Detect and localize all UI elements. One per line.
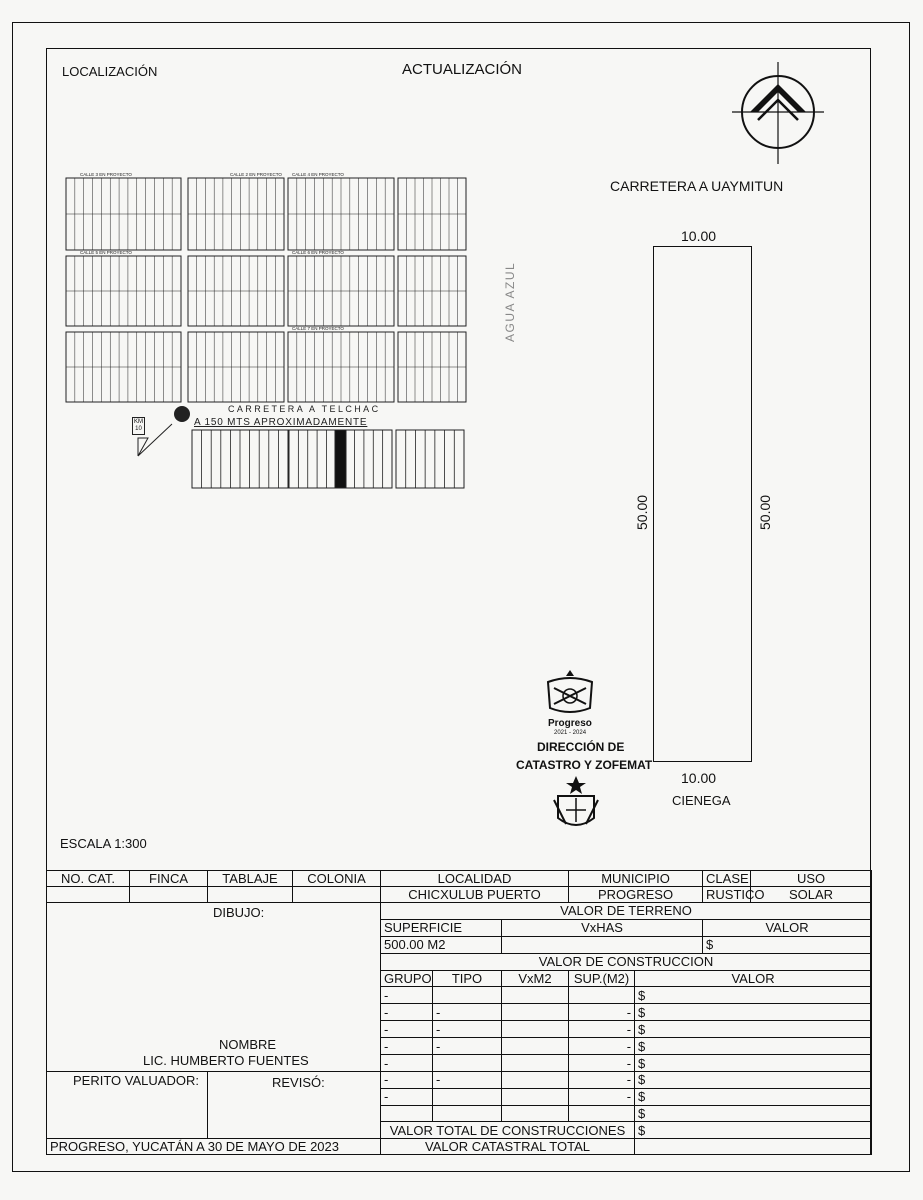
lot-left-dimension: 50.00 (634, 494, 650, 530)
localizacion-label: LOCALIZACIÓN (62, 64, 158, 79)
h-finca: FINCA (130, 871, 208, 887)
dibujo-panel (47, 903, 381, 1072)
location-map (60, 150, 490, 500)
catastro-form (46, 870, 872, 1155)
seal-name: Progreso (548, 718, 592, 729)
lot-right-dimension: 50.00 (757, 494, 773, 530)
terreno-valor-value: $ (703, 936, 872, 953)
dibujo-label: DIBUJO: (213, 905, 265, 920)
clase-value: RUSTICO (703, 887, 751, 903)
values-row (47, 887, 872, 903)
nombre-label: NOMBRE (219, 1037, 277, 1052)
const-valor-header: VALOR (635, 970, 872, 987)
reviso-cell (208, 1072, 381, 1139)
sup-m2-header: SUP.(M2) (569, 970, 635, 987)
construccion-row: - - - $ (47, 1004, 872, 1021)
lot-plan-rectangle (653, 246, 752, 762)
progreso-logo-icon (540, 668, 600, 720)
vxm2-header: VxM2 (502, 970, 569, 987)
valor-terreno-header: VALOR DE TERRENO (381, 903, 872, 920)
street-label: CALLE 3 EN PROYECTO (80, 172, 132, 177)
lot-block (396, 430, 464, 488)
distance-note: A 150 MTS APROXIMADAMENTE (194, 417, 368, 428)
h-colonia: COLONIA (293, 871, 381, 887)
seal-line2: CATASTRO Y ZOFEMAT (516, 758, 653, 772)
perito-label: PERITO VALUADOR: (73, 1073, 199, 1088)
h-localidad: LOCALIDAD (381, 871, 569, 887)
construccion-row: - - $ (47, 1055, 872, 1072)
header-row (47, 871, 872, 887)
valor-catastral-total-value (635, 1139, 872, 1155)
nombre-value: LIC. HUMBERTO FUENTES (143, 1053, 309, 1068)
valor-catastral-total-label: VALOR CATASTRAL TOTAL (381, 1139, 635, 1155)
tipo-header: TIPO (433, 970, 502, 987)
street-label: CALLE 4 EN PROYECTO (292, 172, 344, 177)
h-municipio: MUNICIPIO (569, 871, 703, 887)
seal-years: 2021 - 2024 (554, 730, 587, 736)
valor-total-construcciones-label: VALOR TOTAL DE CONSTRUCCIONES (381, 1122, 635, 1139)
lot-top-dimension: 10.00 (681, 228, 717, 244)
street-label: CALLE 6 EN PROYECTO (292, 250, 344, 255)
carretera-telchac-label: CARRETERA A TELCHAC (228, 404, 381, 414)
street-label: CALLE 7 EN PROYECTO (292, 326, 344, 331)
seal-line1: DIRECCIÓN DE (537, 740, 625, 754)
cienega-label: CIENEGA (672, 793, 731, 808)
h-tablaje: TABLAJE (208, 871, 293, 887)
superficie-header: SUPERFICIE (381, 919, 502, 936)
street-label: CALLE 5 EN PROYECTO (80, 250, 132, 255)
perito-cell (47, 1072, 208, 1139)
actualizacion-title: ACTUALIZACIÓN (402, 61, 523, 78)
subject-lot-highlight (335, 430, 346, 488)
construccion-row: - - - $ (47, 1021, 872, 1038)
perito-row: PERITO VALUADOR: REVISÓ: - - - $ (47, 1072, 872, 1089)
superficie-value: 500.00 M2 (381, 936, 502, 953)
escala-label: ESCALA 1:300 (60, 836, 147, 851)
uso-value: SOLAR (751, 887, 872, 903)
lot-bottom-dimension: 10.00 (681, 770, 717, 786)
municipio-value: PROGRESO (569, 887, 703, 903)
construccion-row: $ (47, 1105, 872, 1122)
localidad-value: CHICXULUB PUERTO (381, 887, 569, 903)
construccion-row: - $ (47, 987, 872, 1004)
carretera-uaymitun-label: CARRETERA A UAYMITUN (610, 178, 784, 194)
vxhas-header: VxHAS (502, 919, 703, 936)
north-arrow-icon (732, 62, 824, 164)
grupo-header: GRUPO (381, 970, 433, 987)
coat-of-arms-icon (548, 774, 604, 836)
agua-azul-label: AGUA AZUL (503, 261, 517, 342)
reviso-label: REVISÓ: (272, 1075, 325, 1090)
catastro-seal (512, 668, 653, 838)
valor-header: VALOR (703, 919, 872, 936)
fecha-label: PROGRESO, YUCATÁN A 30 DE MAYO DE 2023 (47, 1139, 381, 1155)
valor-construccion-header: VALOR DE CONSTRUCCION (381, 953, 872, 970)
valor-total-construcciones-value: $ (635, 1122, 872, 1139)
construccion-row: - - - $ (47, 1038, 872, 1055)
location-marker (174, 406, 190, 422)
h-uso: USO (751, 871, 872, 887)
h-clase: CLASE (703, 871, 751, 887)
km-marker: KM 10 (132, 417, 145, 435)
h-no-cat: NO. CAT. (47, 871, 130, 887)
footer-row (47, 1139, 872, 1155)
street-label: CALLE 2 EN PROYECTO (230, 172, 282, 177)
construccion-row: - - $ (47, 1088, 872, 1105)
